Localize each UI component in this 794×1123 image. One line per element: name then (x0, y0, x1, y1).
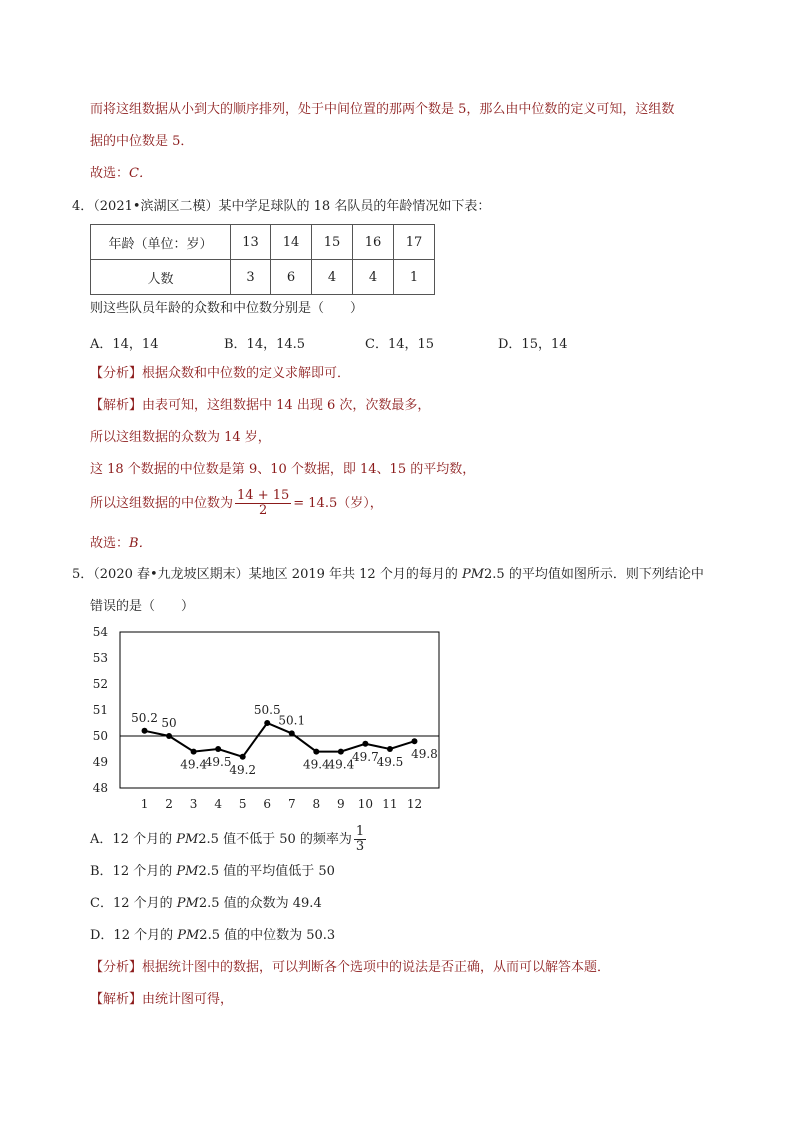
x-tick-label: 12 (406, 797, 423, 811)
age-table-row-header (91, 225, 435, 260)
q4-option-c: C．14，15 (365, 337, 435, 352)
option-d-text: 2.5 值的中位数为 50.3 (199, 928, 336, 943)
age-cell: 15 (312, 225, 353, 260)
count-cell: 4 (312, 260, 353, 295)
pm-symbol: PM (176, 896, 199, 911)
data-point (313, 749, 319, 755)
x-tick-label: 9 (337, 797, 345, 811)
q5-stem-line-2: 错误的是（ ） (90, 599, 195, 614)
data-label: 50.1 (278, 713, 306, 728)
q4-answer (90, 535, 152, 553)
data-point (215, 746, 221, 752)
count-cell: 1 (394, 260, 435, 295)
data-point (387, 746, 393, 752)
data-label: 49.2 (229, 762, 257, 777)
data-label: 49.4 (302, 757, 330, 772)
fraction-numerator: 14 + 15 (237, 488, 290, 503)
x-tick-label: 10 (357, 797, 374, 811)
prev-answer (90, 165, 152, 183)
count-cell: 6 (271, 260, 312, 295)
option-d-prefix: D．12 个月的 (90, 928, 178, 943)
data-point (411, 738, 417, 744)
q5-option-a (90, 823, 368, 857)
answer-prefix: 故选： (90, 166, 130, 181)
pm25-line-chart (88, 624, 448, 818)
x-tick-label: 11 (382, 797, 398, 811)
age-header-label: 年龄（单位：岁） (91, 225, 231, 260)
data-point (142, 728, 148, 734)
x-tick-label: 8 (312, 797, 321, 811)
q4-solution-line-4 (90, 487, 383, 521)
option-b-prefix: B．12 个月的 (90, 864, 177, 879)
pm-symbol: PM (461, 567, 485, 582)
q5-stem (72, 566, 704, 584)
solution-line4-prefix: 所以这组数据的中位数为 (90, 496, 234, 511)
age-table-row-count (91, 260, 435, 295)
q5-analysis (90, 959, 610, 977)
x-tick-labels (141, 797, 422, 811)
q5-stem-part2: 2.5 的平均值如图所示．则下列结论中 (484, 567, 704, 582)
q5-option-c (90, 895, 322, 913)
y-tick-labels (93, 625, 109, 795)
analysis-text: 根据众数和中位数的定义求解即可． (142, 366, 351, 381)
count-cell: 4 (353, 260, 394, 295)
x-tick-label: 7 (287, 797, 296, 811)
option-a-fraction (354, 825, 366, 854)
fraction-denominator: 3 (355, 839, 365, 854)
median-fraction (235, 489, 291, 518)
age-cell: 17 (394, 225, 435, 260)
x-tick-label: 2 (165, 797, 173, 811)
data-point (362, 741, 368, 747)
option-b-text: 2.5 值的平均值低于 50 (198, 864, 335, 879)
y-tick-label: 52 (92, 677, 108, 691)
y-tick-label: 54 (92, 625, 108, 639)
y-tick-label: 50 (92, 729, 108, 743)
pm-symbol: PM (176, 864, 199, 879)
option-c-prefix: C．12 个月的 (90, 896, 177, 911)
solution-text: 由表可知，这组数据中 14 出现 6 次，次数最多， (142, 398, 431, 413)
data-point (240, 754, 246, 760)
analysis-tag: 【分析】 (90, 960, 143, 975)
analysis-tag: 【分析】 (90, 366, 143, 381)
count-cell: 3 (231, 260, 271, 295)
q4-solution-line-2: 所以这组数据的众数为 14 岁， (90, 430, 271, 445)
x-tick-label: 6 (263, 797, 272, 811)
data-point (289, 730, 295, 736)
y-tick-label: 49 (92, 755, 108, 769)
answer-prefix: 故选： (90, 536, 130, 551)
q5-stem-part1: （2020 春•九龙坡区期末）某地区 2019 年共 12 个月的每月的 (93, 567, 462, 582)
q4-stem-text: （2021•滨湖区二模）某中学足球队的 18 名队员的年龄情况如下表： (93, 199, 491, 214)
q4-question: 则这些队员年龄的众数和中位数分别是（ ） (90, 301, 364, 316)
y-tick-label: 51 (92, 703, 108, 717)
prev-solution-line-2: 据的中位数是 5． (90, 134, 194, 149)
data-point (338, 749, 344, 755)
data-label: 49.5 (204, 755, 232, 769)
solution-line4-suffix: = 14.5（岁）， (293, 496, 383, 511)
data-label: 49.7 (352, 749, 379, 764)
answer-letter: B． (129, 536, 152, 551)
data-point (264, 720, 270, 726)
option-a-prefix: A．12 个月的 (90, 832, 177, 847)
q4-number: 4． (72, 199, 94, 214)
option-c-text: 2.5 值的众数为 49.4 (198, 896, 322, 911)
data-point (191, 749, 197, 755)
q5-solution (90, 991, 233, 1009)
y-tick-label: 48 (92, 781, 108, 795)
q4-option-a: A．14，14 (90, 337, 159, 352)
x-tick-label: 4 (214, 797, 222, 811)
q5-option-b (90, 863, 335, 881)
answer-letter: C． (129, 166, 152, 181)
data-label: 49.8 (411, 747, 438, 762)
q5-number: 5． (72, 567, 94, 582)
x-tick-label: 1 (140, 797, 149, 811)
data-labels (131, 703, 438, 777)
data-label: 50.5 (253, 703, 281, 717)
age-cell: 13 (231, 225, 271, 260)
solution-text: 由统计图可得， (142, 992, 234, 1007)
age-cell: 16 (353, 225, 394, 260)
option-a-mid: 2.5 值不低于 50 的频率为 (198, 832, 352, 847)
q4-option-b: B．14，14.5 (224, 337, 306, 352)
q4-analysis (90, 365, 350, 383)
q4-solution-line-3: 这 18 个数据的中位数是第 9、10 个数据，即 14、15 的平均数， (90, 462, 476, 477)
data-label: 49.4 (180, 757, 207, 772)
count-label: 人数 (91, 260, 231, 295)
y-tick-label: 53 (92, 651, 108, 665)
q4-solution-line-1 (90, 397, 430, 415)
age-cell: 14 (271, 225, 312, 260)
q4-option-d: D．15，14 (498, 337, 568, 352)
q4-stem (72, 198, 490, 216)
data-label: 49.5 (376, 755, 404, 769)
pm-symbol: PM (177, 928, 200, 943)
fraction-numerator: 1 (355, 824, 365, 839)
pm-symbol: PM (176, 832, 199, 847)
solution-tag: 【解析】 (90, 398, 143, 413)
prev-solution-line-1: 而将这组数据从小到大的顺序排列，处于中间位置的那两个数是 5，那么由中位数的定义可知，这组数 (90, 102, 675, 117)
data-label: 50 (161, 716, 177, 730)
data-label: 50.2 (131, 710, 158, 725)
fraction-denominator: 2 (259, 503, 268, 518)
data-point (166, 733, 172, 739)
x-tick-label: 5 (238, 797, 247, 811)
q5-option-d (90, 927, 335, 945)
solution-tag: 【解析】 (90, 992, 143, 1007)
data-label: 49.4 (327, 757, 355, 772)
x-tick-label: 3 (189, 797, 198, 811)
age-table (90, 224, 435, 295)
analysis-text: 根据统计图中的数据，可以判断各个选项中的说法是否正确，从而可以解答本题． (142, 960, 611, 975)
